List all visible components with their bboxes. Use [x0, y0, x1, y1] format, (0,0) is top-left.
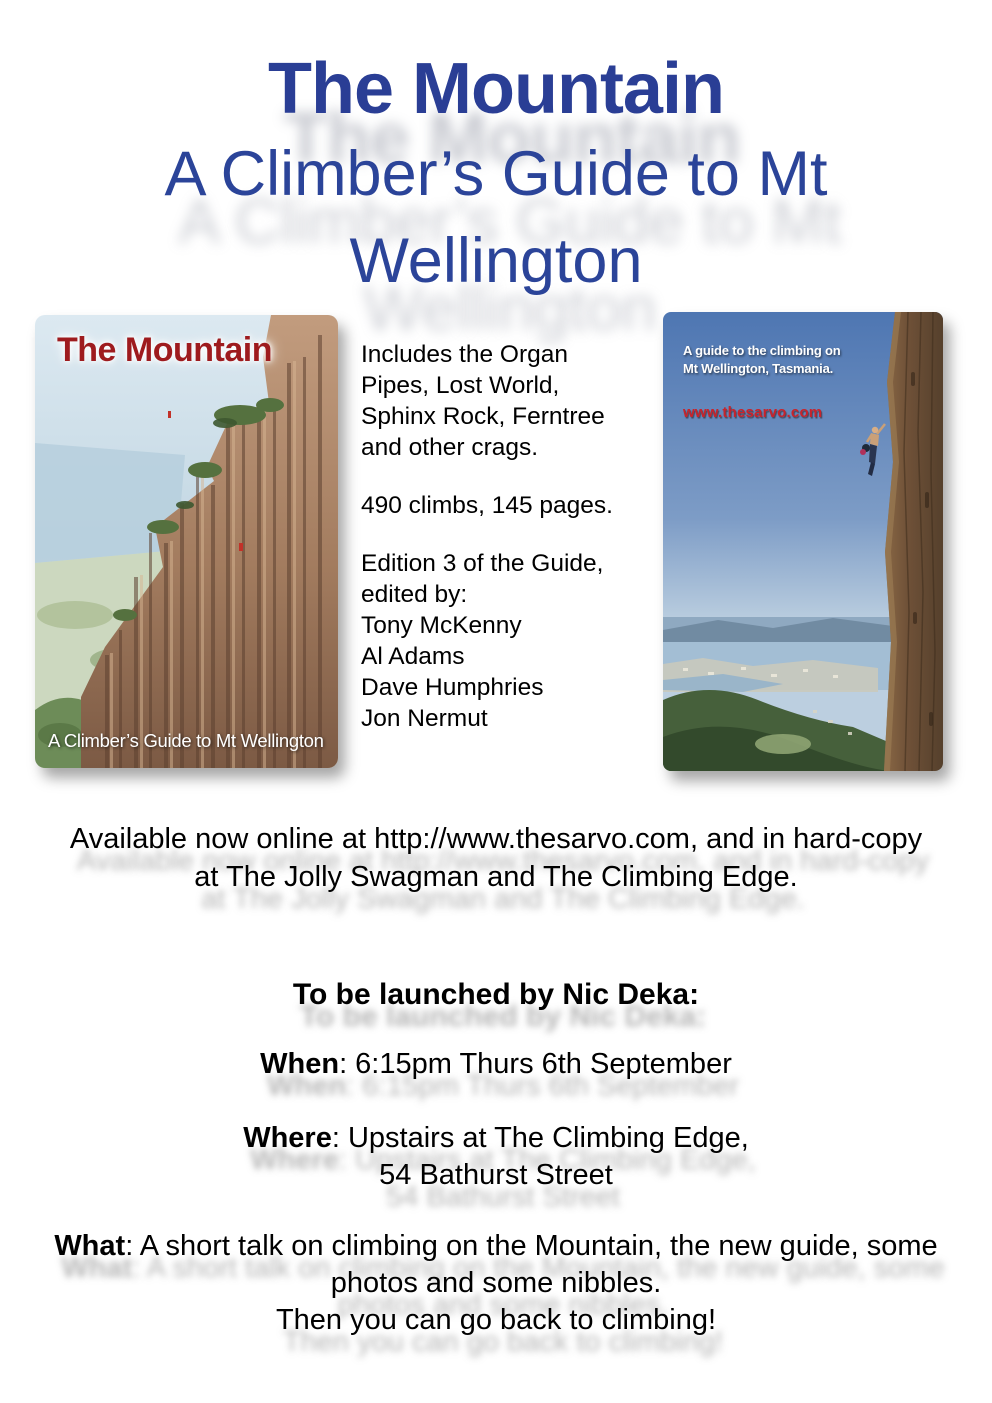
editor-name: Jon Nermut [361, 705, 488, 732]
when-label: When [260, 1048, 340, 1080]
what-line [36, 1228, 956, 1339]
when-line [0, 1048, 992, 1081]
back-cover-tagline: A guide to the climbing on Mt Wellington, Tasmania. [683, 343, 841, 376]
what-text: : A short talk on climbing on the Mountain, the new guide, some photos and some nibbles. [125, 1230, 938, 1299]
when-text: : 6:15pm Thurs 6th September [339, 1048, 732, 1080]
editor-name: Tony McKenny [361, 612, 522, 639]
edition-paragraph: Edition 3 of the Guide, edited by: [361, 550, 604, 608]
back-cover [663, 312, 943, 771]
front-cover-caption: A Climber’s Guide to Mt Wellington [48, 730, 324, 751]
crags-paragraph: Includes the Organ Pipes, Lost World, Sphinx Rock, Ferntree and other crags. [361, 341, 605, 461]
where-line [0, 1120, 992, 1194]
book-details [361, 339, 633, 734]
stats-paragraph: 490 climbs, 145 pages. [361, 492, 613, 519]
where-address-line2: 54 Bathurst Street [379, 1159, 613, 1191]
front-cover [35, 315, 338, 768]
front-cover-title: The Mountain [57, 331, 272, 369]
availability-text: Available now online at http://www.thesarvo.com, and in hard-copy at The Jolly Swagman and The Climbing Edge. [69, 823, 923, 893]
editor-name: Al Adams [361, 643, 465, 670]
back-cover-photo [663, 312, 943, 771]
editor-name: Dave Humphries [361, 674, 544, 701]
back-cover-url: www.thesarvo.com [683, 404, 823, 421]
what-label: What [54, 1230, 126, 1262]
front-cover-photo [35, 315, 338, 768]
page-subtitle: A Climber’s Guide to Mt Wellington [164, 139, 828, 296]
launch-heading: To be launched by Nic Deka: [292, 978, 700, 1011]
where-label: Where [243, 1122, 332, 1154]
page-title: The Mountain [268, 49, 724, 129]
where-text: : Upstairs at The Climbing Edge, [331, 1122, 749, 1154]
what-closing-line: Then you can go back to climbing! [275, 1304, 717, 1336]
